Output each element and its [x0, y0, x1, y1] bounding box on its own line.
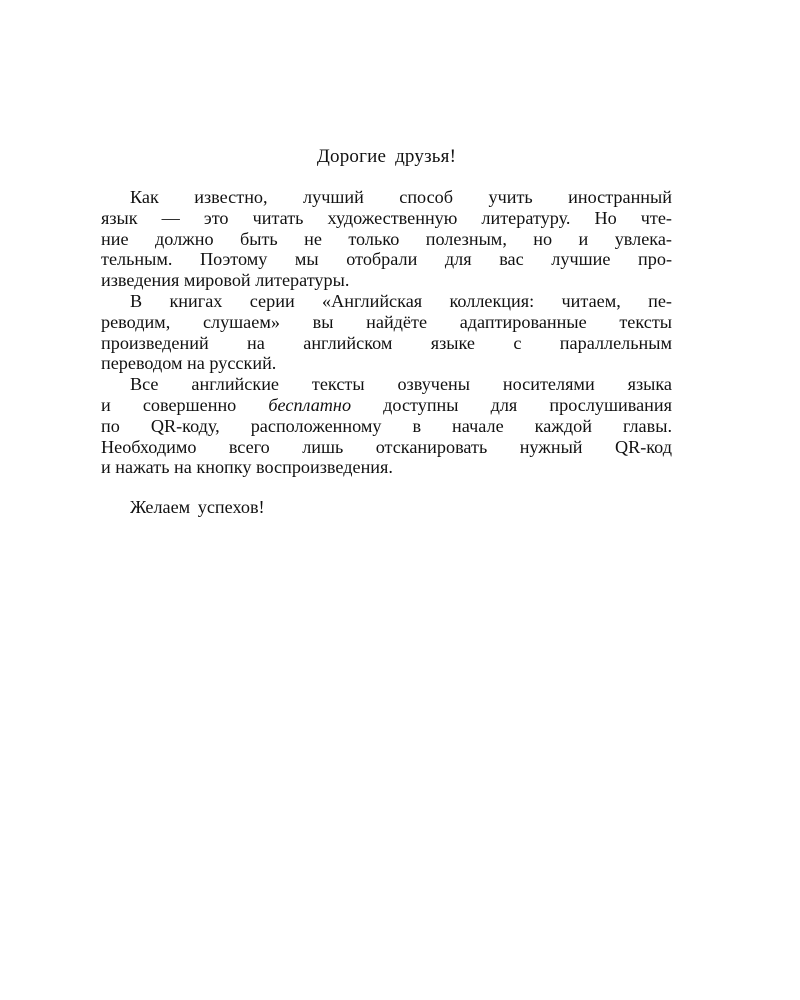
text-line: ние должно быть не только полезным, но и увлека-	[101, 228, 672, 249]
closing-text: Желаем успехов!	[130, 497, 265, 517]
paragraph-series	[101, 291, 672, 374]
emphasized-word: бесплатно	[268, 394, 352, 415]
text-line: реводим, слушаем» вы найдёте адаптированные тексты	[101, 311, 672, 332]
text-fragment: и совершенно	[101, 394, 269, 415]
text-line: тельным. Поэтому мы отобрали для вас лучшие про-	[101, 249, 672, 270]
body-text	[101, 187, 672, 478]
text-line: В книгах серии «Английская коллекция: читаем, пе-	[130, 290, 672, 311]
text-line: Все английские тексты озвучены носителями языка	[130, 374, 672, 395]
paragraph-audio	[101, 374, 672, 478]
text-line: произведений на английском языке с параллельным	[101, 332, 672, 353]
text-line: Как известно, лучший способ учить иностранный	[130, 187, 672, 207]
page-title: Дорогие друзья!	[316, 146, 457, 167]
text-line: по QR-коду, расположенному в начале каждой главы.	[101, 415, 672, 436]
paragraph-intro	[101, 187, 672, 291]
text-fragment: доступны для прослушивания	[351, 394, 672, 415]
text-line: изведения мировой литературы.	[101, 270, 350, 291]
text-line: Необходимо всего лишь отсканировать нужный QR-код	[101, 436, 672, 457]
text-line-with-emphasis	[101, 395, 672, 416]
text-line: язык — это читать художественную литературу. Но чте-	[101, 207, 672, 228]
text-line: переводом на русский.	[101, 353, 277, 374]
text-line: и нажать на кнопку воспроизведения.	[101, 457, 393, 478]
